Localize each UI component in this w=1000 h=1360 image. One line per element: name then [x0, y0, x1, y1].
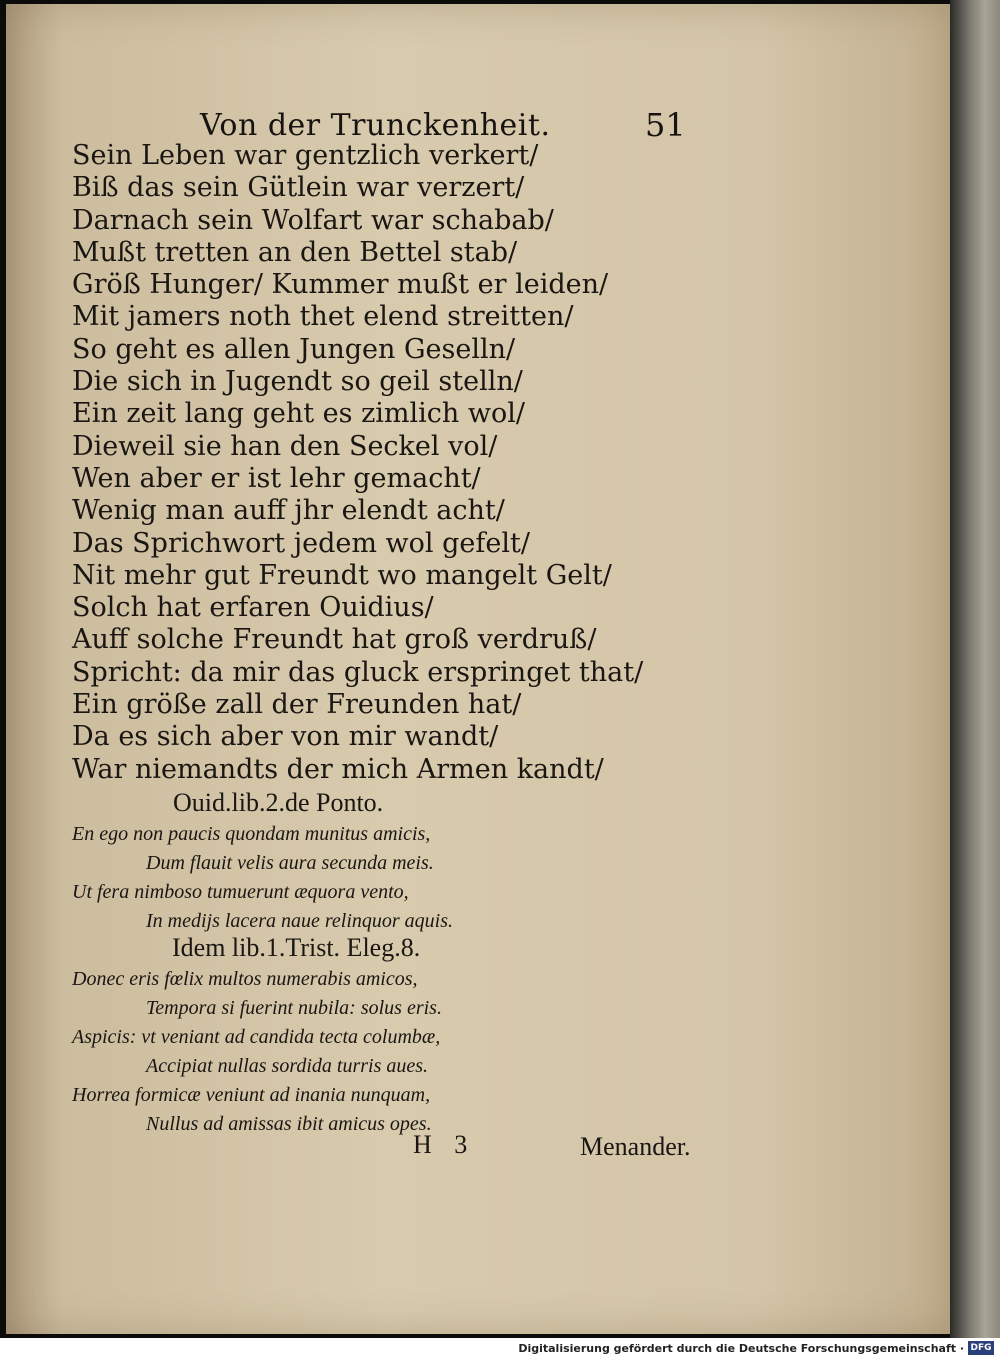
latin-line: Dum flauit velis aura secunda meis.	[146, 852, 434, 874]
page-number: 51	[645, 106, 686, 144]
verse-block	[72, 140, 644, 786]
latin-line: Aspicis: vt veniant ad candida tecta columbæ,	[72, 1026, 441, 1048]
latin-line: Tempora si fuerint nubila: solus eris.	[146, 997, 442, 1019]
verse-line: Da es sich aber von mir wandt/	[72, 721, 499, 753]
latin-line: Ut fera nimboso tumuerunt æquora vento,	[72, 881, 409, 903]
section-heading-trist: Idem lib.1.Trist. Eleg.8.	[172, 933, 421, 962]
latin-line: Donec eris fœlix multos numerabis amicos,	[72, 968, 418, 990]
verse-line: So geht es allen Jungen Geselln/	[72, 333, 516, 365]
latin-line: Horrea formicæ veniunt ad inania nunquam,	[72, 1084, 431, 1106]
page-edge	[950, 0, 1000, 1338]
signature-mark: H 3	[413, 1130, 468, 1159]
verse-line: Ein zeit lang geht es zimlich wol/	[72, 398, 526, 430]
latin-line: En ego non paucis quondam munitus amicis,	[72, 823, 431, 845]
verse-line: Die sich in Jugendt so geil stelln/	[72, 366, 523, 398]
verse-line: Wen aber er ist lehr gemacht/	[72, 462, 481, 494]
verse-line: Das Sprichwort jedem wol gefelt/	[72, 527, 530, 559]
running-title: Von der Trunckenheit.	[200, 108, 551, 143]
footer-credit: Digitalisierung gefördert durch die Deutsche Forschungsgemeinschaft ·	[518, 1342, 964, 1355]
verse-line: Mußt tretten an den Bettel stab/	[72, 236, 518, 268]
verse-line: Sein Leben war gentzlich verkert/	[72, 140, 539, 171]
verse-line: Solch hat erfaren Ouidius/	[72, 592, 434, 624]
verse-line: Ein größe zall der Freunden hat/	[72, 689, 522, 721]
verse-line: Mit jamers noth thet elend streitten/	[72, 301, 574, 333]
catchword: Menander.	[580, 1132, 691, 1161]
verse-line: Größ Hunger/ Kummer mußt er leiden/	[72, 269, 609, 301]
latin-quote-trist	[72, 965, 672, 1139]
verse-line: Darnach sein Wolfart war schabab/	[72, 204, 554, 236]
verse-line: Dieweil sie han den Seckel vol/	[72, 430, 498, 462]
verse-line: Biß das sein Gütlein war verzert/	[72, 172, 525, 204]
latin-line: In medijs lacera naue relinquor aquis.	[146, 910, 454, 932]
verse-line: Auff solche Freundt hat groß verdruß/	[72, 624, 597, 656]
verse-line: Nit mehr gut Freundt wo mangelt Gelt/	[72, 559, 612, 591]
verse-line: Wenig man auff jhr elendt acht/	[72, 495, 505, 527]
verse-line: Spricht: da mir das gluck erspringet that/	[72, 656, 644, 688]
dfg-logo: DFG	[968, 1341, 994, 1355]
latin-line: Nullus ad amissas ibit amicus opes.	[146, 1113, 432, 1135]
latin-quote-ponto	[72, 820, 672, 936]
section-heading-ponto: Ouid.lib.2.de Ponto.	[173, 788, 384, 817]
verse-line: War niemandts der mich Armen kandt/	[72, 753, 604, 785]
latin-line: Accipiat nullas sordida turris aues.	[146, 1055, 429, 1077]
